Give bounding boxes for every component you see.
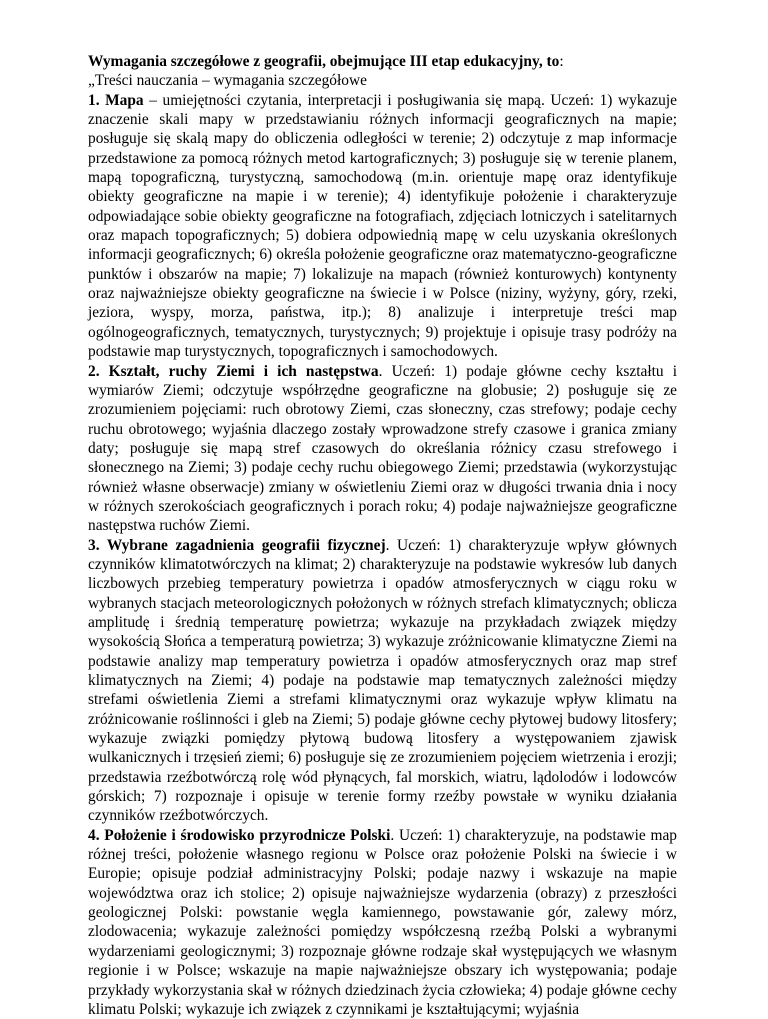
section-text: . Uczeń: 1) podaje główne cechy kształtu i wymiarów Ziemi; odczytuje współrzędne geograficzne na globusie; 2) posługuje się ze zrozumieniem pojęciami: ruch obrotowy Ziemi, czas słoneczny, czas strefowy; podaje cechy ruchu obrotowego; wyjaśnia dlaczego zostały wprowadzone strefy czasowe i granica zmiany daty; posługuje się mapą stref czasowych do określania różnicy czasu strefowego i słonecznego na Ziemi; 3) podaje cechy ruchu obiegowego Ziemi; przedstawia (wykorzystując również własne obserwacje) zmiany w oświetleniu Ziemi oraz w długości trwania dnia i nocy w różnych szerokościach geograficznych i porach roku; 4) podaje najważniejsze geograficzne następstwa ruchów Ziemi. [88,362,677,535]
section-title: 2. Kształt, ruchy Ziemi i ich następstwa [88,362,379,380]
section-2-ksztalt-ruchy-ziemi [88,362,677,536]
section-text: . Uczeń: 1) charakteryzuje wpływ głównych czynników klimatotwórczych na klimat; 2) charakteryzuje na podstawie wykresów lub danych liczbowych przebieg temperatury powietrza i opadów atmosferycznych w ciągu roku w wybranych stacjach meteorologicznych położonych w różnych strefach klimatycznych; oblicza amplitudę i średnią temperaturę powietrza; wykazuje na przykładach związek między wysokością Słońca a temperaturą powietrza; 3) wykazuje zróżnicowanie klimatyczne Ziemi na podstawie analizy map temperatury powietrza i opadów atmosferycznych oraz map stref klimatycznych na Ziemi; 4) podaje na podstawie map tematycznych zależności między strefami oświetlenia Ziemi a strefami klimatycznymi oraz wykazuje wpływ klimatu na zróżnicowanie roślinności i gleb na Ziemi; 5) podaje główne cechy płytowej budowy litosfery; wykazuje związki pomiędzy płytową budową litosfery a występowaniem zjawisk wulkanicznych i trzęsień ziemi; 6) posługuje się ze zrozumieniem pojęciem wietrzenia i erozji; przedstawia rzeźbotwórczą rolę wód płynących, fal morskich, wiatru, lądolodów i lodowców górskich; 7) rozpoznaje i opisuje w terenie formy rzeźby powstałe w wyniku działania czynników rzeźbotwórczych. [88,536,678,825]
heading-text: Wymagania szczegółowe z geografii, obejmujące III etap edukacyjny, to [88,53,560,70]
section-title: 1. Mapa [88,91,144,109]
document-heading [88,52,677,71]
document-subheading: „Treści nauczania – wymagania szczegółowe [88,72,367,90]
section-title: 4. Położenie i środowisko przyrodnicze Polski [88,826,391,844]
heading-colon: : [559,53,564,70]
section-text: . Uczeń: 1) charakteryzuje, na podstawie map różnej treści, położenie własnego regionu w Polsce oraz położenie Polski na świecie i w Europie; opisuje podział administracyjny Polski; podaje nazwy i wskazuje na mapie województwa oraz ich stolice; 2) opisuje najważniejsze wydarzenia (obrazy) z przeszłości geologicznej Polski: powstanie węgla kamiennego, powstawanie gór, zalewy mórz, zlodowacenia; wykazuje zależności pomiędzy współczesną rzeźbą Polski a wybranymi wydarzeniami geologicznymi; 3) rozpoznaje główne rodzaje skał występujących we własnym regionie i w Polsce; wskazuje na mapie najważniejsze obszary ich występowania; podaje przykłady wykorzystania skał w różnych dziedzinach życia człowieka; 4) podaje główne cechy klimatu Polski; wykazuje ich związek z czynnikami je kształtującymi; wyjaśnia [88,826,677,1018]
section-text: – umiejętności czytania, interpretacji i posługiwania się mapą. Uczeń: 1) wykazuje znaczenie skali mapy w przedstawianiu różnych informacji geograficznych na mapie; posługuje się skalą mapy do obliczenia odległości w terenie; 2) odczytuje z map informacje przedstawione za pomocą różnych metod kartograficznych; 3) posługuje się w terenie planem, mapą topograficzną, turystyczną, samochodową (m.in. orientuje mapę oraz identyfikuje obiekty geograficzne na mapie i w terenie); 4) identyfikuje położenie i charakteryzuje odpowiadające sobie obiekty geograficzne na fotografiach, zdjęciach lotniczych i satelitarnych oraz mapach topograficznych; 5) dobiera odpowiednią mapę w celu uzyskania określonych informacji geograficznych; 6) określa położenie geograficzne oraz matematyczno-geograficzne punktów i obszarów na mapie; 7) lokalizuje na mapach (również konturowych) kontynenty oraz najważniejsze obiekty geograficzne na świecie i w Polsce (niziny, wyżyny, góry, rzeki, jeziora, wyspy, morza, państwa, itp.); 8) analizuje i interpretuje treści map ogólnogeograficznych, tematycznych, turystycznych; 9) projektuje i opisuje trasy podróży na podstawie map turystycznych, topograficznych i samochodowych. [88,91,677,361]
document-page [88,52,677,1019]
section-1-mapa [88,91,677,362]
section-4-polozenie-polski [88,826,677,1019]
section-title: 3. Wybrane zagadnienia geografii fizycznej [88,536,386,554]
section-3-geografia-fizyczna [88,536,677,826]
